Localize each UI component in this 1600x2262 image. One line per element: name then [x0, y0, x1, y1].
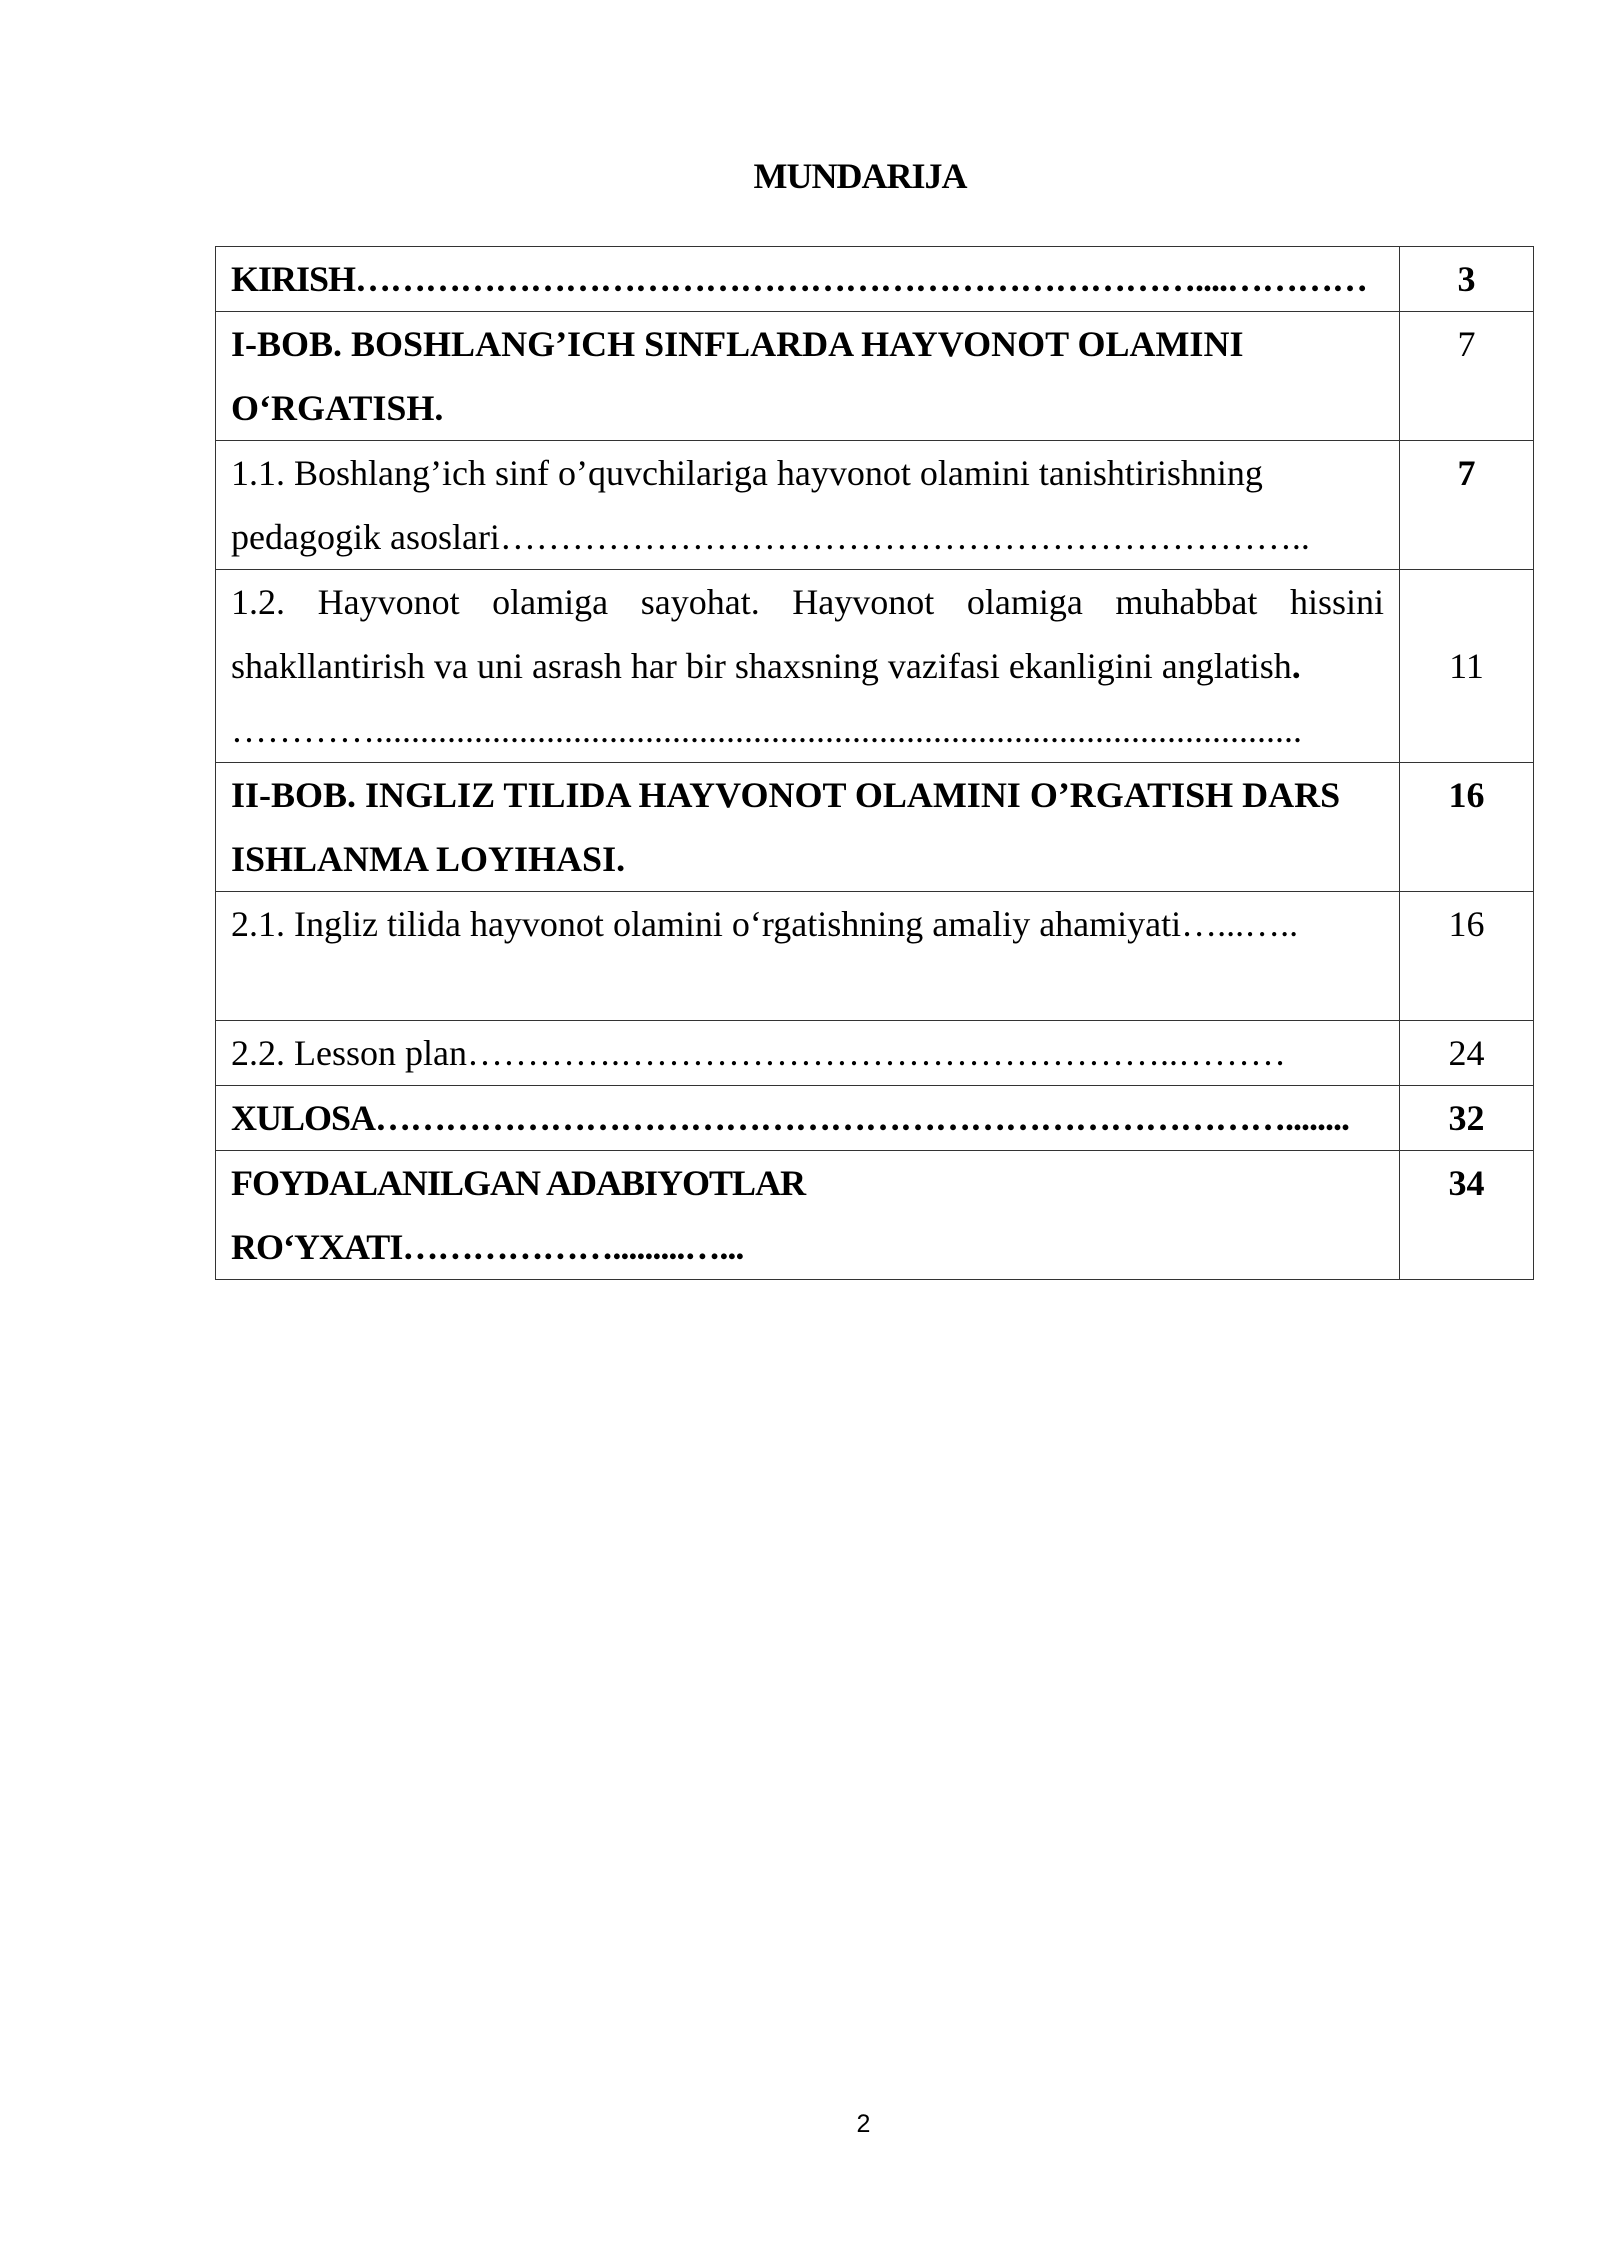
page-number: 2: [856, 2110, 871, 2138]
toc-page-section-2-2: 24: [1400, 1021, 1534, 1086]
toc-page-section-2-1: 16: [1400, 892, 1534, 1021]
toc-entry-references[interactable]: FOYDALANILGAN ADABIYOTLAR RO‘YXATI……………….........…...: [216, 1151, 1400, 1280]
toc-page-section-1-1: 7: [1400, 441, 1534, 570]
toc-entry-section-1-2-leader: ………….......................................................................................................: [231, 710, 1302, 750]
toc-entry-section-1-2-text: 1.2. Hayvonot olamiga sayohat. Hayvonot olamiga muhabbat hissini shakllantirish va uni asrash har bir shaxsning vazifasi ekanligini anglatish: [231, 582, 1384, 686]
toc-row-chapter-1: [216, 312, 1534, 441]
toc-row-xulosa: [216, 1086, 1534, 1151]
toc-entry-section-2-2[interactable]: 2.2. Lesson plan………….………………………………………..………: [216, 1021, 1400, 1086]
toc-row-references: [216, 1151, 1534, 1280]
toc-page-references: 34: [1400, 1151, 1534, 1280]
toc-entry-chapter-2[interactable]: II-BOB. INGLIZ TILIDA HAYVONOT OLAMINI O’RGATISH DARS ISHLANMA LOYIHASI.: [216, 763, 1400, 892]
toc-row-section-1-1: [216, 441, 1534, 570]
toc-entry-section-2-1[interactable]: 2.1. Ingliz tilida hayvonot olamini o‘rgatishning amaliy ahamiyati…...…..: [216, 892, 1400, 1021]
toc-row-section-1-2: [216, 570, 1534, 763]
toc-entry-section-1-2[interactable]: [216, 570, 1400, 763]
toc-page-kirish: 3: [1400, 247, 1534, 312]
toc-entry-section-1-2-period: .: [1291, 646, 1301, 686]
toc-entry-xulosa[interactable]: XULOSA……………………………………………………………………........: [216, 1086, 1400, 1151]
toc-row-section-2-1: [216, 892, 1534, 1021]
toc-row-kirish: [216, 247, 1534, 312]
toc-entry-section-1-1[interactable]: 1.1. Boshlang’ich sinf o’quvchilariga hayvonot olamini tanishtirishning pedagogik asoslari…………………………………………………………..: [216, 441, 1400, 570]
toc-row-section-2-2: [216, 1021, 1534, 1086]
toc-entry-chapter-1[interactable]: I-BOB. BOSHLANG’ICH SINFLARDA HAYVONOT OLAMINI O‘RGATISH.: [216, 312, 1400, 441]
toc-page-chapter-1: 7: [1400, 312, 1534, 441]
page-title: MUNDARIJA: [753, 156, 967, 196]
toc-table: [215, 246, 1534, 1280]
toc-page-section-1-2: 11: [1400, 570, 1534, 763]
toc-page-chapter-2: 16: [1400, 763, 1534, 892]
toc-entry-kirish[interactable]: KIRISH………………………………………………………………....…………: [216, 247, 1400, 312]
toc-page-xulosa: 32: [1400, 1086, 1534, 1151]
toc-row-chapter-2: [216, 763, 1534, 892]
